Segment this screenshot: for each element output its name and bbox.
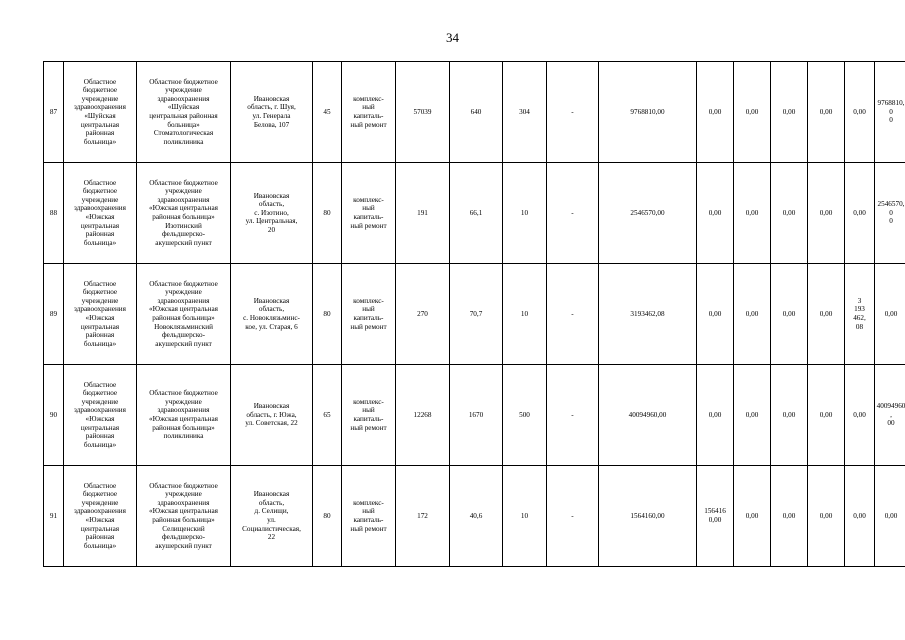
total-cost-cell: 2546570,00: [599, 163, 697, 264]
funding-cell-4: 0,00: [808, 365, 845, 466]
funding-cell-1: 0,00: [697, 62, 734, 163]
funding-cell-5: 0,00: [845, 466, 875, 567]
total-cost-cell: 1564160,00: [599, 466, 697, 567]
value-cell-1: 191: [396, 163, 450, 264]
funding-cell-2: 0,00: [734, 365, 771, 466]
object-cell: Областное бюджетное учреждение здравоохранения «Южская центральная районная больница» Новоклязьминский фельдшерско- акушерский пункт: [137, 264, 231, 365]
table-row: [44, 163, 905, 264]
row-number: 91: [44, 466, 64, 567]
row-number: 87: [44, 62, 64, 163]
funding-cell-5: 3 193 462, 08: [845, 264, 875, 365]
organization-cell: Областное бюджетное учреждение здравоохранения «Южская центральная районная больница»: [64, 264, 137, 365]
year-cell: 80: [313, 163, 342, 264]
address-cell: Ивановская область, с. Новоклязьминс- кое, ул. Старая, 6: [231, 264, 313, 365]
funding-cell-4: 0,00: [808, 62, 845, 163]
funding-cell-3: 0,00: [771, 163, 808, 264]
funding-cell-6: 9768810,0 0: [875, 62, 905, 163]
funding-cell-3: 0,00: [771, 365, 808, 466]
total-cost-cell: 9768810,00: [599, 62, 697, 163]
funding-cell-2: 0,00: [734, 163, 771, 264]
address-cell: Ивановская область, г. Шуя, ул. Генерала Белова, 107: [231, 62, 313, 163]
table-row: [44, 264, 905, 365]
funding-cell-5: 0,00: [845, 365, 875, 466]
funding-cell-6: 0,00: [875, 264, 905, 365]
table-row: [44, 466, 905, 567]
organization-cell: Областное бюджетное учреждение здравоохранения «Южская центральная районная больница»: [64, 365, 137, 466]
value-cell-3: 10: [503, 466, 547, 567]
work-type-cell: комплекс- ный капиталь- ный ремонт: [342, 466, 396, 567]
facilities-table: [43, 61, 905, 567]
organization-cell: Областное бюджетное учреждение здравоохранения «Южская центральная районная больница»: [64, 466, 137, 567]
funding-cell-3: 0,00: [771, 466, 808, 567]
value-cell-4: -: [547, 62, 599, 163]
organization-cell: Областное бюджетное учреждение здравоохранения «Южская центральная районная больница»: [64, 163, 137, 264]
total-cost-cell: 40094960,00: [599, 365, 697, 466]
year-cell: 65: [313, 365, 342, 466]
value-cell-2: 66,1: [450, 163, 503, 264]
address-cell: Ивановская область, г. Южа, ул. Советская, 22: [231, 365, 313, 466]
work-type-cell: комплекс- ный капиталь- ный ремонт: [342, 62, 396, 163]
funding-cell-1: 0,00: [697, 163, 734, 264]
value-cell-4: -: [547, 466, 599, 567]
object-cell: Областное бюджетное учреждение здравоохранения «Южская центральная районная больница» Изотинский фельдшерско- акушерский пункт: [137, 163, 231, 264]
value-cell-1: 57039: [396, 62, 450, 163]
object-cell: Областное бюджетное учреждение здравоохранения «Южская центральная районная больница» поликлиника: [137, 365, 231, 466]
year-cell: 80: [313, 466, 342, 567]
funding-cell-1: 0,00: [697, 264, 734, 365]
value-cell-2: 40,6: [450, 466, 503, 567]
organization-cell: Областное бюджетное учреждение здравоохранения «Шуйская центральная районная больница»: [64, 62, 137, 163]
work-type-cell: комплекс- ный капиталь- ный ремонт: [342, 264, 396, 365]
funding-cell-2: 0,00: [734, 264, 771, 365]
object-cell: Областное бюджетное учреждение здравоохранения «Шуйская центральная районная больница» Стоматологическая поликлиника: [137, 62, 231, 163]
funding-cell-3: 0,00: [771, 62, 808, 163]
year-cell: 80: [313, 264, 342, 365]
value-cell-1: 270: [396, 264, 450, 365]
funding-cell-1: 0,00: [697, 365, 734, 466]
funding-cell-6: 0,00: [875, 466, 905, 567]
funding-cell-6: 40094960, 00: [875, 365, 905, 466]
page-number: 34: [446, 30, 459, 45]
value-cell-4: -: [547, 163, 599, 264]
table-row: [44, 365, 905, 466]
funding-cell-6: 2546570,0 0: [875, 163, 905, 264]
value-cell-1: 172: [396, 466, 450, 567]
value-cell-3: 10: [503, 264, 547, 365]
work-type-cell: комплекс- ный капиталь- ный ремонт: [342, 163, 396, 264]
value-cell-3: 500: [503, 365, 547, 466]
funding-cell-4: 0,00: [808, 466, 845, 567]
funding-cell-5: 0,00: [845, 62, 875, 163]
row-number: 88: [44, 163, 64, 264]
funding-cell-4: 0,00: [808, 163, 845, 264]
funding-cell-4: 0,00: [808, 264, 845, 365]
value-cell-2: 640: [450, 62, 503, 163]
funding-cell-2: 0,00: [734, 62, 771, 163]
value-cell-4: -: [547, 264, 599, 365]
value-cell-3: 10: [503, 163, 547, 264]
funding-cell-2: 0,00: [734, 466, 771, 567]
value-cell-2: 70,7: [450, 264, 503, 365]
value-cell-3: 304: [503, 62, 547, 163]
funding-cell-5: 0,00: [845, 163, 875, 264]
value-cell-4: -: [547, 365, 599, 466]
row-number: 90: [44, 365, 64, 466]
total-cost-cell: 3193462,08: [599, 264, 697, 365]
object-cell: Областное бюджетное учреждение здравоохранения «Южская центральная районная больница» Селищенский фельдшерско- акушерский пункт: [137, 466, 231, 567]
table-row: [44, 62, 905, 163]
year-cell: 45: [313, 62, 342, 163]
funding-cell-3: 0,00: [771, 264, 808, 365]
value-cell-1: 12268: [396, 365, 450, 466]
row-number: 89: [44, 264, 64, 365]
work-type-cell: комплекс- ный капиталь- ный ремонт: [342, 365, 396, 466]
address-cell: Ивановская область, д. Селищи, ул. Социалистическая, 22: [231, 466, 313, 567]
funding-cell-1: 156416 0,00: [697, 466, 734, 567]
address-cell: Ивановская область, с. Изотино, ул. Центральная, 20: [231, 163, 313, 264]
value-cell-2: 1670: [450, 365, 503, 466]
